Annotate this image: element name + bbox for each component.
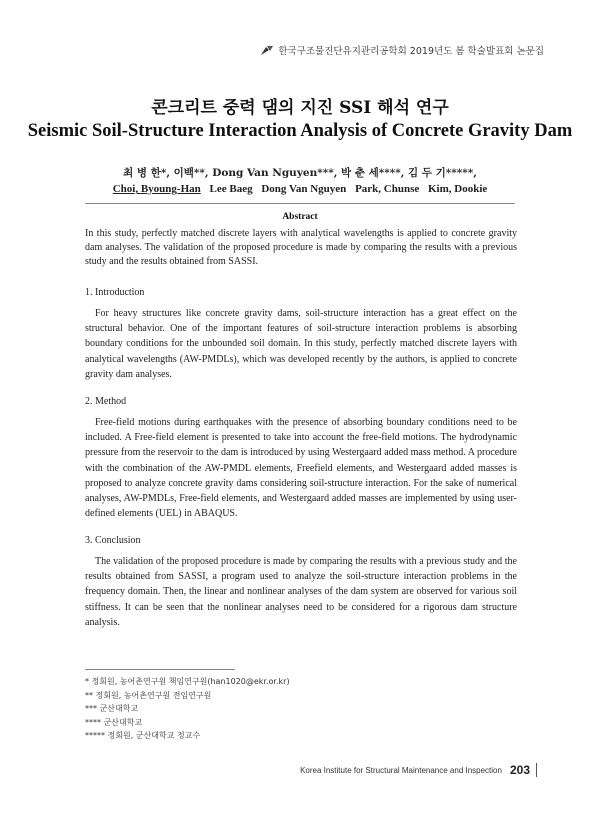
- section-heading: 3. Conclusion: [85, 535, 141, 546]
- authors-korean: 최 병 한*, 이백**, Dong Van Nguyen***, 박 춘 세****, 김 두 기*****,: [123, 167, 477, 179]
- abstract-body: In this study, perfectly matched discrete layers with analytical wavelengths is applied to concrete gravity dam analyses. The validation of the proposed procedure is made by comparing the results with a previous study and the results obtained from SASSI.: [85, 228, 517, 267]
- footer-bar: [536, 763, 537, 777]
- author-name: Dong Van Nguyen: [261, 183, 347, 195]
- author-name: Park, Chunse: [355, 183, 420, 195]
- footnote-divider: [85, 669, 235, 670]
- section-body: For heavy structures like concrete gravity dams, soil-structure interaction has a great effect on the structural behavior. One of the important features of soil-structure interaction problems is absorbing boundary conditions for the unbounded soil domain. In this study, perfectly matched discrete layers with analytical wavelengths (AW-PMDLs), which was developed recently by the authors, is applied to concrete gravity dam analyses.: [85, 308, 517, 380]
- footer-text: Korea Institute for Structural Maintenance and Inspection: [300, 765, 502, 775]
- footnotes: [85, 675, 385, 743]
- running-header: [260, 43, 544, 57]
- footnote: ** 정회원, 농어촌연구원 전임연구원: [85, 690, 212, 700]
- section-heading: 1. Introduction: [85, 287, 145, 298]
- section-conclusion: [85, 535, 517, 630]
- section-method: [85, 396, 517, 521]
- page-number: 203: [509, 763, 530, 777]
- abstract-heading: Abstract: [282, 212, 318, 222]
- author-name: Choi, Byoung-Han: [112, 183, 201, 195]
- header-text: 한국구조물진단유지관리공학회 2019년도 봄 학술발표회 논문집: [278, 46, 544, 57]
- section-body: Free-field motions during earthquakes with the presence of absorbing boundary conditions need to be included. A Free-field element is presented to take into account the free-field motions. The hydrodynamic pressure from the reservoir to the dam is introduced by using Westergaard added mass method. A procedure with the combination of the AW-PMDL elements, Freefield elements, and Westergaard added masses is proposed to analyze concrete gravity dams considering soil-structure interaction. For the sake of numerical analyses, AW-PMDLs, Free-field elements, and Westergaard added masses are implemented by using user-defined elements (UEL) in ABAQUS.: [85, 417, 517, 520]
- title-korean: 콘크리트 중력 댐의 지진 SSI 해석 연구: [151, 98, 449, 118]
- author-name: Kim, Dookie: [428, 183, 488, 195]
- footnote: * 정회원, 농어촌연구원 책임연구원(han1020@ekr.or.kr): [85, 677, 290, 686]
- title-english: Seismic Soil-Structure Interaction Analysis of Concrete Gravity Dam: [27, 121, 573, 141]
- authors-english: [0, 183, 600, 195]
- footnote: ***** 정회원, 군산대학교 정교수: [85, 731, 201, 740]
- pen-nib-icon: [260, 45, 274, 56]
- section-heading: 2. Method: [85, 396, 127, 407]
- footnote: *** 군산대학교: [85, 704, 139, 713]
- section-introduction: [85, 287, 517, 382]
- divider: [85, 203, 515, 204]
- page-footer: [300, 763, 537, 777]
- footnote: **** 군산대학교: [85, 717, 143, 727]
- section-body: The validation of the proposed procedure is made by comparing the results with a previous study and the results obtained from SASSI, a program used to analyze the soil-structure interaction problems in the frequency domain. Then, the linear and nonlinear analyses of the dam system are observed for various soil stiffness. It can be seen that the nonlinear analyses need to be considered for a rigorous dam structure analysis.: [85, 556, 517, 628]
- author-name: Lee Baeg: [209, 183, 253, 195]
